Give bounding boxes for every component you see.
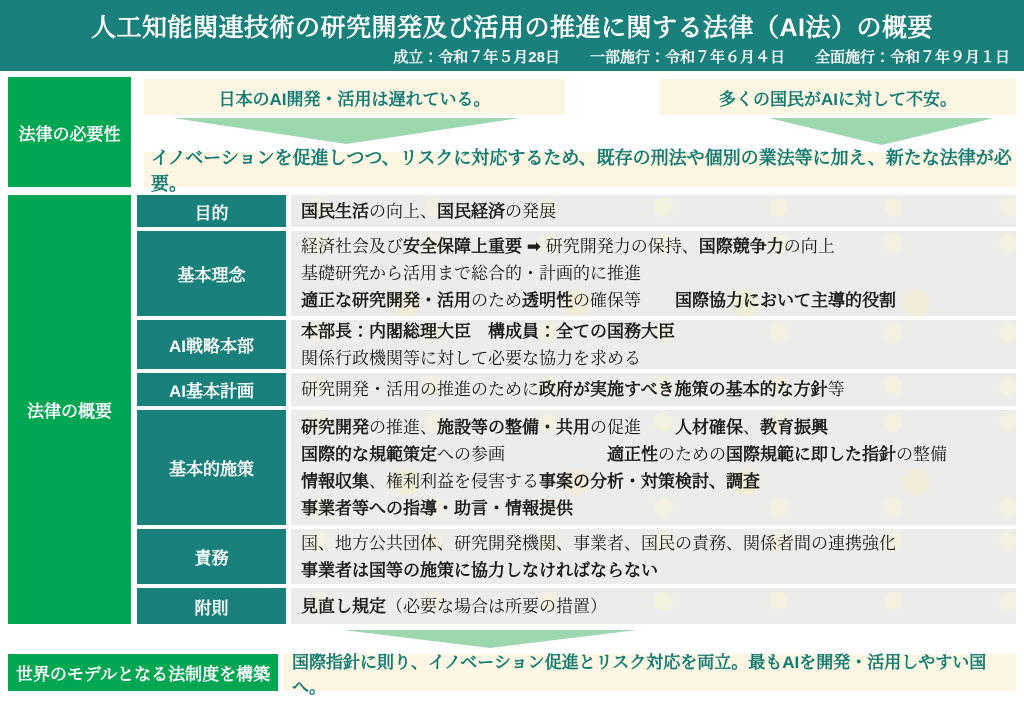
- section-label-overview: 法律の概要: [8, 195, 131, 624]
- row-content: 見直し規定（必要な場合は所要の措置）: [291, 588, 1016, 624]
- row-content: 国民生活の向上、国民経済の発展: [291, 195, 1016, 227]
- table-row: [137, 320, 1016, 369]
- header-bar: [0, 0, 1024, 71]
- issue-box-japan-behind: 日本のAI開発・活用は遅れている。: [144, 79, 565, 115]
- goal-label: 世界のモデルとなる法制度を構築: [8, 654, 278, 691]
- row-content: 本部長：内閣総理大臣 構成員：全ての国務大臣 関係行政機関等に対して必要な協力を求める: [291, 320, 1016, 369]
- row-label: 基本的施策: [137, 410, 286, 525]
- down-arrow-icon: [769, 118, 994, 145]
- row-content: 国、地方公共団体、研究開発機関、事業者、国民の責務、関係者間の連携強化 事業者は国等の施策に協力しなければならない: [291, 529, 1016, 584]
- table-row: [137, 195, 1016, 227]
- table-row: [137, 373, 1016, 406]
- table-row: [137, 529, 1016, 584]
- page-title: 人工知能関連技術の研究開発及び活用の推進に関する法律（AI法）の概要: [90, 14, 933, 42]
- row-label: AI基本計画: [137, 373, 286, 406]
- enactment-dates: [393, 46, 1010, 67]
- date-item: 全面施行：令和７年９月１日: [814, 49, 1010, 66]
- row-label: 責務: [137, 529, 286, 584]
- table-row: [137, 410, 1016, 525]
- row-content: 研究開発の推進、施設等の整備・共用の促進 人材確保、教育振興 国際的な規範策定への参画 適正性のための国際規範に即した指針の整備 情報収集、権利利益を侵害する事案の分析・対策検討、調査 事業者等への指導・助言・情報提供: [291, 410, 1016, 525]
- row-label: AI戦略本部: [137, 320, 286, 369]
- down-arrow-icon: [343, 630, 637, 648]
- necessity-conclusion: イノベーションを促進しつつ、リスクに対応するため、既存の刑法や個別の業法等に加え、新たな法律が必要。: [144, 152, 1016, 187]
- goal-text: 国際指針に則り、イノベーション促進とリスク対応を両立。最もAIを開発・活用しやすい国へ。: [283, 654, 1016, 691]
- issue-box-public-anxiety: 多くの国民がAIに対して不安。: [660, 79, 1016, 115]
- date-item: 成立：令和７年５月28日: [393, 49, 560, 66]
- row-content: 研究開発・活用の推進のために政府が実施すべき施策の基本的な方針等: [291, 373, 1016, 406]
- down-arrow-icon: [173, 118, 520, 144]
- date-item: 一部施行：令和７年６月４日: [589, 49, 785, 66]
- row-label: 附則: [137, 588, 286, 624]
- section-label-necessity: 法律の必要性: [8, 77, 131, 187]
- table-row: [137, 588, 1016, 624]
- row-label: 基本理念: [137, 231, 286, 316]
- row-label: 目的: [137, 195, 286, 227]
- table-row: [137, 231, 1016, 316]
- law-overview-table: [137, 195, 1016, 624]
- row-content: 経済社会及び安全保障上重要 ➡ 研究開発力の保持、国際競争力の向上 基礎研究から活用まで総合的・計画的に推進 適正な研究開発・活用のため透明性の確保等 国際協力において主導的役割: [291, 231, 1016, 316]
